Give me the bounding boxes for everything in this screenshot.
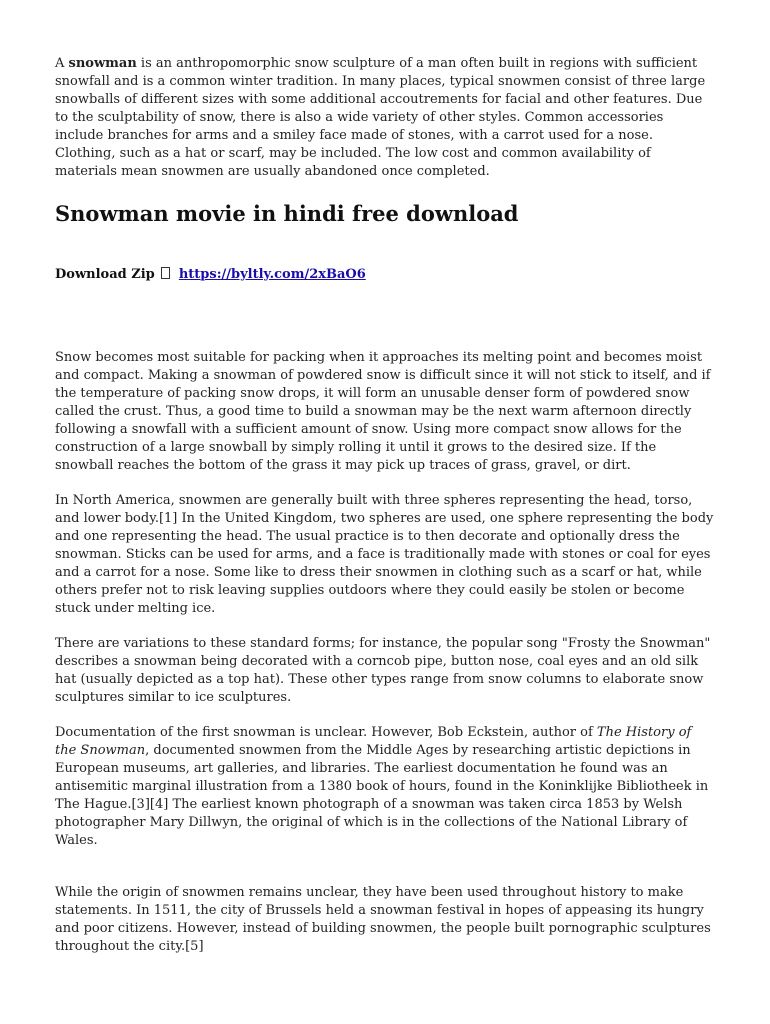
paragraph-spheres: In North America, snowmen are generally built with three spheres representing the head, torso, and lower body.[1] In the United Kingdom, two spheres are used, one sphere representing the body and one representing the head. The usual practice is to then decorate and optionally dress the snowman. Sticks can be used for arms, and a face is traditionally made with stones or coal for eyes and a carrot for a nose. Some like to dress their snowmen in clothing such as a scarf or hat, while others prefer not to risk leaving supplies outdoors where they could easily be stolen or become stuck under melting ice.	[55, 493, 714, 616]
intro-lead: A	[55, 56, 69, 71]
download-link[interactable]: https://byltly.com/2xBaO6	[178, 267, 366, 282]
paragraph-statements: While the origin of snowmen remains unclear, they have been used throughout history to make statements. In 1511, the city of Brussels held a snowman festival in hopes of appeasing its hungry and poor citizens. However, instead of building snowmen, the people built pornographic sculptures throughout the city.[5]	[55, 885, 711, 954]
paragraph-packing-snow: Snow becomes most suitable for packing when it approaches its melting point and becomes moist and compact. Making a snowman of powdered snow is difficult since it will not stick to itself, and if the temperature of packing snow drops, it will form an unusable denser form of powdered snow called the crust. Thus, a good time to build a snowman may be the next warm afternoon directly following a snowfall with a sufficient amount of snow. Using more compact snow allows for the construction of a large snowball by simply rolling it until it grows to the desired size. If the snowball reaches the bottom of the grass it may pick up traces of grass, gravel, or dirt.	[55, 350, 711, 473]
book-title: The History of the Snowman	[55, 725, 692, 758]
paragraph-variations: There are variations to these standard forms; for instance, the popular song "Frosty the Snowman" describes a snowman being decorated with a corncob pipe, button nose, coal eyes and an old silk hat (usually depicted as a top hat). These other types range from snow columns to elaborate snow sculptures similar to ice sculptures.	[55, 636, 711, 705]
document-page	[55, 55, 715, 956]
download-label: Download Zip	[55, 267, 155, 282]
missing-glyph-icon	[161, 267, 170, 279]
paragraph-documentation	[55, 724, 715, 850]
intro-paragraph	[55, 55, 715, 181]
documentation-text-b: , documented snowmen from the Middle Ages by researching artistic depictions in European museums, art galleries, and libraries. The earliest documentation he found was an antisemitic marginal illustration from a 1380 book of hours, found in the Koninklijke Bibliotheek in The Hague.[3][4] The earliest known photograph of a snowman was taken circa 1853 by Welsh photographer Mary Dillwyn, the original of which is in the collections of the National Library of Wales.	[55, 743, 709, 848]
download-line	[55, 266, 715, 284]
page-title: Snowman movie in hindi free download	[55, 201, 519, 226]
intro-bold-term: snowman	[68, 56, 137, 71]
documentation-text-a: Documentation of the first snowman is unclear. However, Bob Eckstein, author of	[55, 725, 597, 740]
intro-rest: is an anthropomorphic snow sculpture of a man often built in regions with sufficient snowfall and is a common winter tradition. In many places, typical snowmen consist of three large snowballs of different sizes with some additional accoutrements for facial and other features. Due to the sculptability of snow, there is also a wide variety of other styles. Common accessories include branches for arms and a smiley face made of stones, with a carrot used for a nose. Clothing, such as a hat or scarf, may be included. The low cost and common availability of materials mean snowmen are usually abandoned once completed.	[55, 56, 706, 179]
